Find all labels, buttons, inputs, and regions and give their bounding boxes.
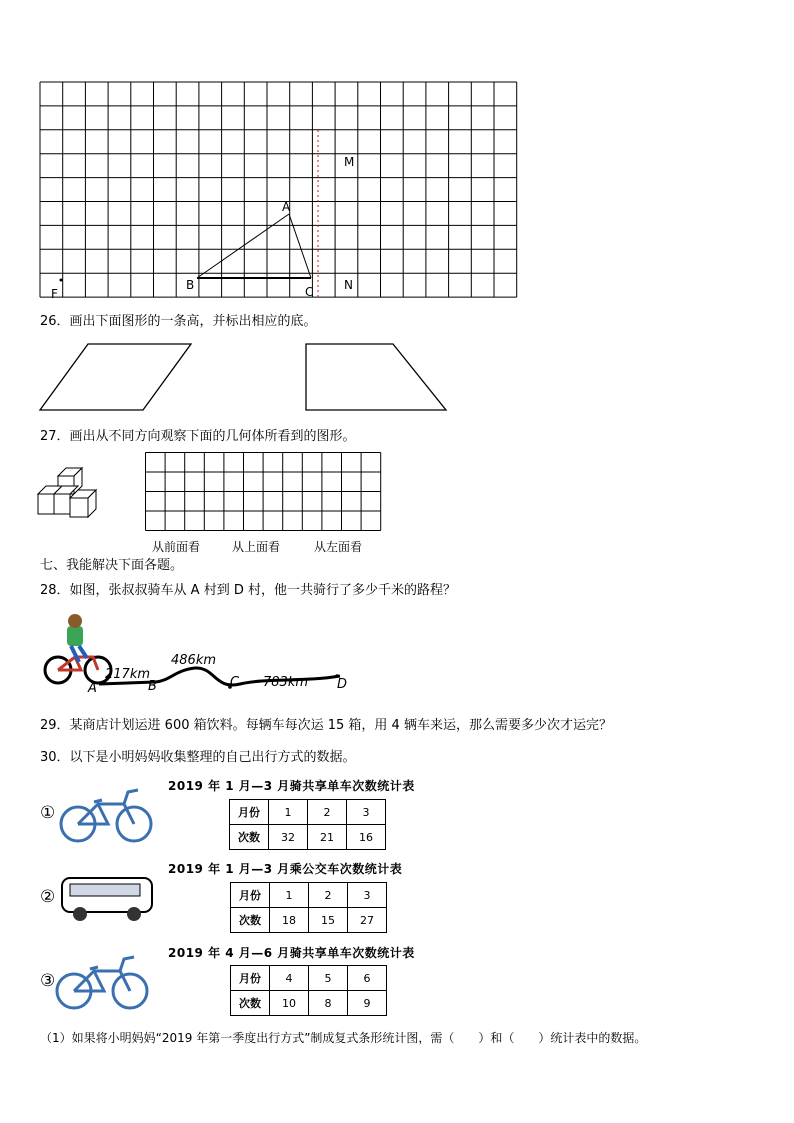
table-cell: 5 [309,966,348,991]
bicycle-icon [58,780,154,846]
table-cell: 月份 [231,966,270,991]
table-cell: 18 [270,908,309,933]
label-f: F [51,287,58,301]
table-cell: 2 [309,883,348,908]
point-f-dot [60,279,63,282]
label-m: M [344,155,355,169]
table-cell: 月份 [231,883,270,908]
table-cell: 1 [270,883,309,908]
point-d-label: D [337,677,348,692]
question-30: 30．以下是小明妈妈收集整理的自己出行方式的数据。 [40,750,356,765]
table-cell: 9 [348,991,387,1016]
question-30-part-1: （1）如果将小明妈妈“2019 年第一季度出行方式”制成复式条形统计图，需（ ）和（ ）统计表中的数据。 [40,1031,647,1045]
table-2 [230,882,387,933]
table-cell: 2 [308,800,347,825]
bicycle-icon [54,947,150,1013]
coordinate-grid [0,0,794,310]
point-c-label: C [230,675,240,690]
point-b-label: B [148,679,157,694]
table-2-title: 2019 年 1 月—3 月乘公交车次数统计表 [168,862,403,876]
triangle-side-ac [289,214,311,278]
table-3 [230,965,387,1016]
table-cell: 6 [348,966,387,991]
distance-cd: 783km [263,675,309,690]
drawing-grid [145,452,383,532]
view-label-front: 从前面看 [152,540,201,554]
label-n: N [344,278,353,292]
point-a-label: A [88,681,97,696]
table-cell: 月份 [230,800,269,825]
route-diagram [35,612,365,696]
marker-3: ③ [40,971,56,991]
view-label-left: 从左面看 [314,540,363,554]
table-cell: 21 [308,825,347,850]
table-cell: 次数 [231,991,270,1016]
marker-2: ② [40,887,56,907]
trapezoid-shape [306,344,446,410]
q26-figures [0,335,794,415]
question-29: 29．某商店计划运进 600 箱饮料。每辆车每次运 15 箱，用 4 辆车来运，那么需要多少次才运完？ [40,718,612,733]
cyclist-illustration [45,614,111,683]
table-3-title: 2019 年 4 月—6 月骑共享单车次数统计表 [168,946,415,960]
bus-icon [58,868,158,924]
label-c: C [305,285,314,299]
distance-ab: 217km [105,667,151,682]
table-cell: 32 [269,825,308,850]
table-cell: 1 [269,800,308,825]
question-27: 27．画出从不同方向观察下面的几何体所看到的图形。 [40,429,356,444]
question-28: 28．如图，张叔叔骑车从 A 村到 D 村，他一共骑行了多少千米的路程？ [40,583,456,598]
table-cell: 15 [309,908,348,933]
table-cell: 4 [270,966,309,991]
table-cell: 10 [270,991,309,1016]
label-a: A [282,200,291,214]
triangle-side-ab [197,214,289,278]
table-cell: 次数 [230,825,269,850]
marker-1: ① [40,803,56,823]
table-cell: 3 [347,800,386,825]
question-26: 26．画出下面图形的一条高，并标出相应的底。 [40,314,317,329]
table-cell: 27 [348,908,387,933]
parallelogram-shape [40,344,191,410]
table-1 [229,799,386,850]
table-cell: 8 [309,991,348,1016]
table-cell: 3 [348,883,387,908]
table-cell: 次数 [231,908,270,933]
section-7-heading: 七、我能解决下面各题。 [40,558,184,573]
distance-bc: 486km [171,653,217,668]
view-label-top: 从上面看 [232,540,281,554]
table-1-title: 2019 年 1 月—3 月骑共享单车次数统计表 [168,779,415,793]
table-cell: 16 [347,825,386,850]
cube-solid-figure [30,460,120,525]
label-b: B [186,278,195,292]
